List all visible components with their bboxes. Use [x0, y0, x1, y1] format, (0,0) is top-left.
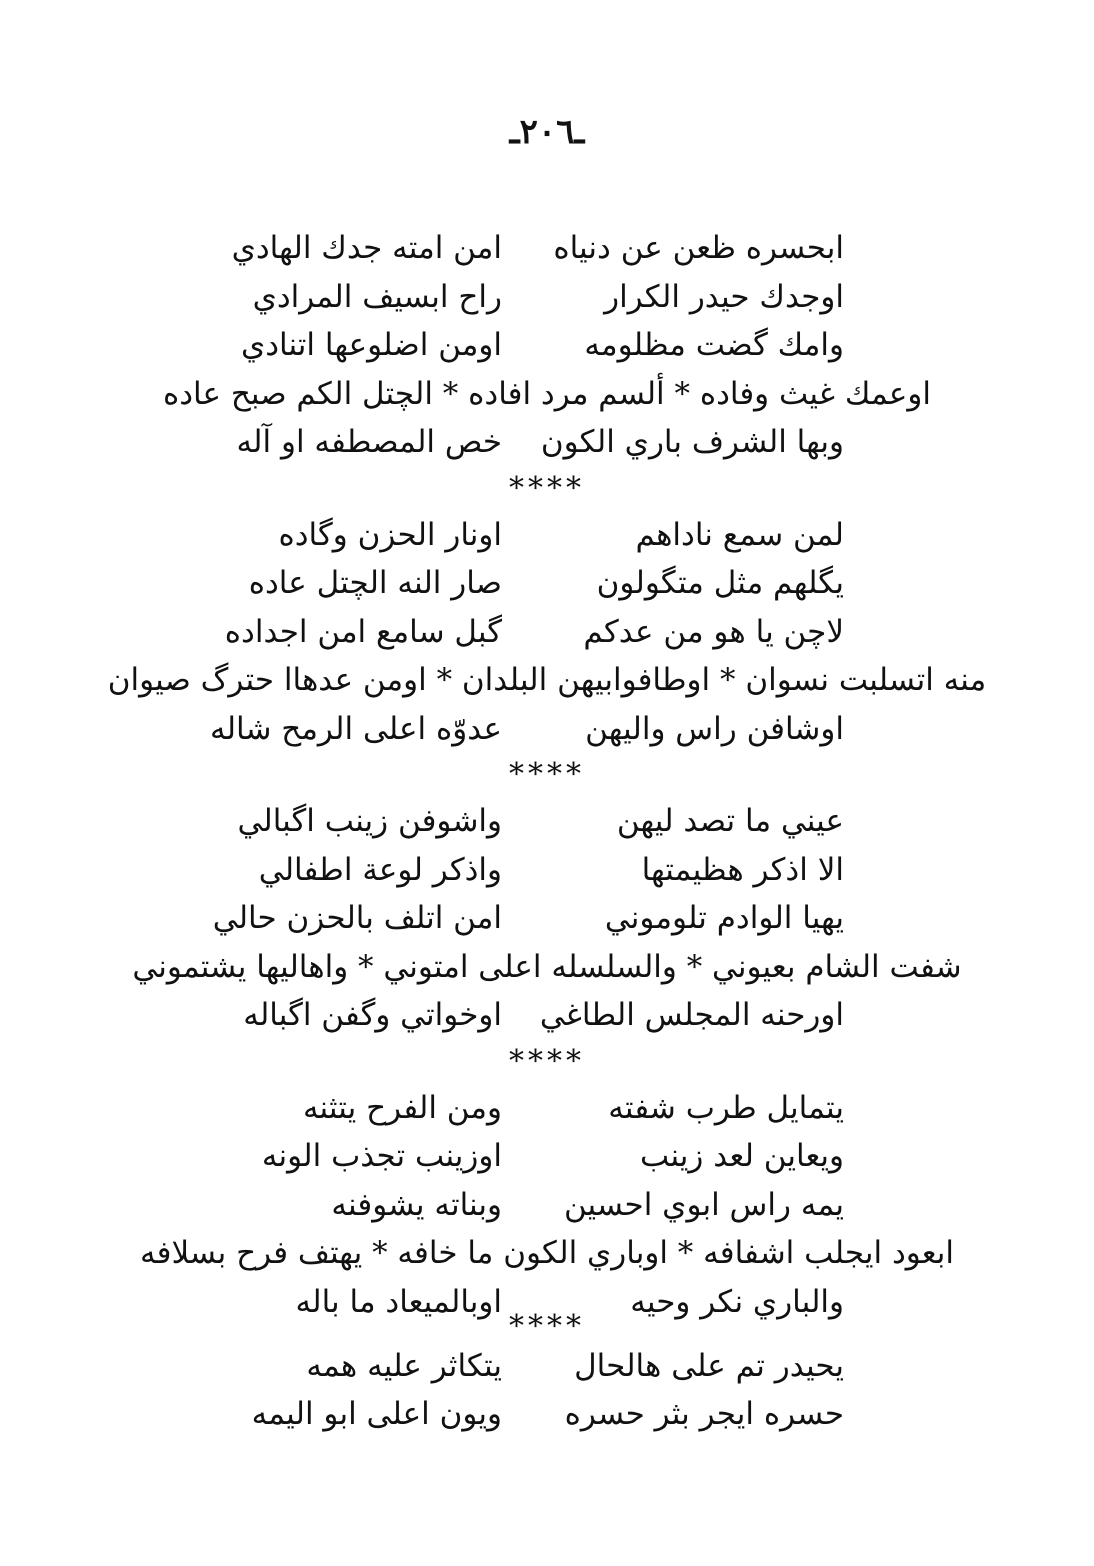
stanza-separator: ****	[509, 757, 585, 792]
hemistich-right: وامك گضت مظلومه	[584, 327, 844, 363]
hemistich-right: يگلهم مثل متگولون	[596, 565, 844, 601]
hemistich-right: لمن سمع ناداهم	[635, 516, 844, 553]
hemistich-left: ومن الفرح يتثنه	[302, 1089, 502, 1126]
hemistich-left: عدوّه اعلى الرمح شاله	[209, 710, 502, 747]
verse-line	[0, 1390, 1094, 1439]
verse-full-text: منه اتسلبت نسوان * اوطافوابيهن البلدان * اومن عدهاا حترگ صيوان	[107, 662, 987, 698]
hemistich-left: امن اتلف بالحزن حالي	[212, 900, 502, 936]
verse-full-line	[0, 370, 1094, 419]
hemistich-right: ابحسره ظعن عن دنياه	[553, 230, 844, 266]
verse-line	[0, 1342, 1094, 1391]
verse-line	[0, 705, 1094, 754]
verse-line	[0, 273, 1094, 322]
hemistich-left: وبناته يشوفنه	[331, 1186, 502, 1223]
verse-line	[0, 418, 1094, 467]
verse-line	[0, 511, 1094, 560]
hemistich-right: يحيدر تم على هالحال	[574, 1347, 844, 1384]
hemistich-right: عيني ما تصد ليهن	[616, 803, 844, 839]
verse-line	[0, 894, 1094, 943]
hemistich-right: حسره ايجر بثر حسره	[564, 1396, 844, 1432]
hemistich-left: اوزينب تجذب الونه	[261, 1138, 502, 1174]
stanza-separator: ****	[509, 1308, 585, 1344]
hemistich-left: امن امته جدك الهادي	[231, 230, 502, 266]
verse-full-line	[0, 943, 1094, 992]
verse-line	[0, 1084, 1094, 1133]
verse-line	[0, 1278, 1094, 1318]
verse-line	[0, 1181, 1094, 1230]
hemistich-left: صار النه الچتل عاده	[248, 565, 502, 601]
hemistich-left: راح ابسيف المرادي	[252, 278, 502, 315]
hemistich-right: ويعاين لعد زينب	[640, 1138, 844, 1174]
stanza-separator: ****	[509, 1043, 585, 1079]
verse-line	[0, 559, 1094, 608]
stanza-separator: ****	[509, 470, 585, 506]
hemistich-right: والباري نكر وحيه	[630, 1283, 844, 1320]
page-number: ـ٢٠٦ـ	[509, 112, 585, 152]
hemistich-right: يهيا الوادم تلوموني	[604, 900, 844, 936]
hemistich-left: واذكر لوعة اطفالي	[258, 851, 502, 888]
hemistich-right: يمه راس ابوي احسين	[563, 1186, 844, 1223]
verse-full-line	[0, 656, 1094, 705]
verse-full-text: ابعود ايجلب اشفافه * اوباري الكون ما خافه * يهتف فرح بسلافه	[140, 1235, 954, 1271]
verse-line	[0, 991, 1094, 1040]
hemistich-left: واشوفن زينب اگبالي	[237, 803, 502, 839]
hemistich-right: اوجدك حيدر الكرار	[604, 278, 844, 315]
hemistich-right: لاچن يا هو من عدكم	[583, 613, 844, 650]
hemistich-left: خص المصطفه او آله	[236, 424, 502, 460]
verse-full-line	[0, 1229, 1094, 1278]
verse-line	[0, 321, 1094, 370]
hemistich-left: اومن اضلوعها اتنادي	[240, 327, 502, 363]
hemistich-left: ويون اعلى ابو اليمه	[251, 1396, 502, 1432]
hemistich-left: يتكاثر عليه همه	[306, 1347, 502, 1384]
hemistich-left: گبل سامع امن اجداده	[224, 613, 502, 650]
verse-full-text: اوعمك غيث وفاده * ألسم مرد افاده * الچتل الكم صبح عاده	[163, 375, 931, 412]
hemistich-right: اورحنه المجلس الطاغي	[539, 997, 844, 1033]
verse-line	[0, 846, 1094, 895]
hemistich-left: اوبالميعاد ما باله	[295, 1283, 502, 1320]
poem-body	[0, 224, 1094, 1439]
hemistich-right: وبها الشرف باري الكون	[540, 424, 844, 460]
verse-line	[0, 224, 1094, 273]
verse-full-text: شفت الشام بعيوني * والسلسله اعلى امتوني * واهاليها يشتموني	[132, 948, 962, 985]
hemistich-left: اونار الحزن وگاده	[278, 516, 502, 553]
verse-line	[0, 1132, 1094, 1181]
hemistich-right: الا اذكر هظيمتها	[641, 851, 844, 888]
hemistich-left: اوخواتي وگفن اگباله	[243, 997, 502, 1033]
verse-line	[0, 608, 1094, 657]
hemistich-right: يتمايل طرب شفته	[608, 1089, 844, 1126]
verse-line	[0, 797, 1094, 846]
hemistich-right: اوشافن راس واليهن	[585, 710, 844, 747]
